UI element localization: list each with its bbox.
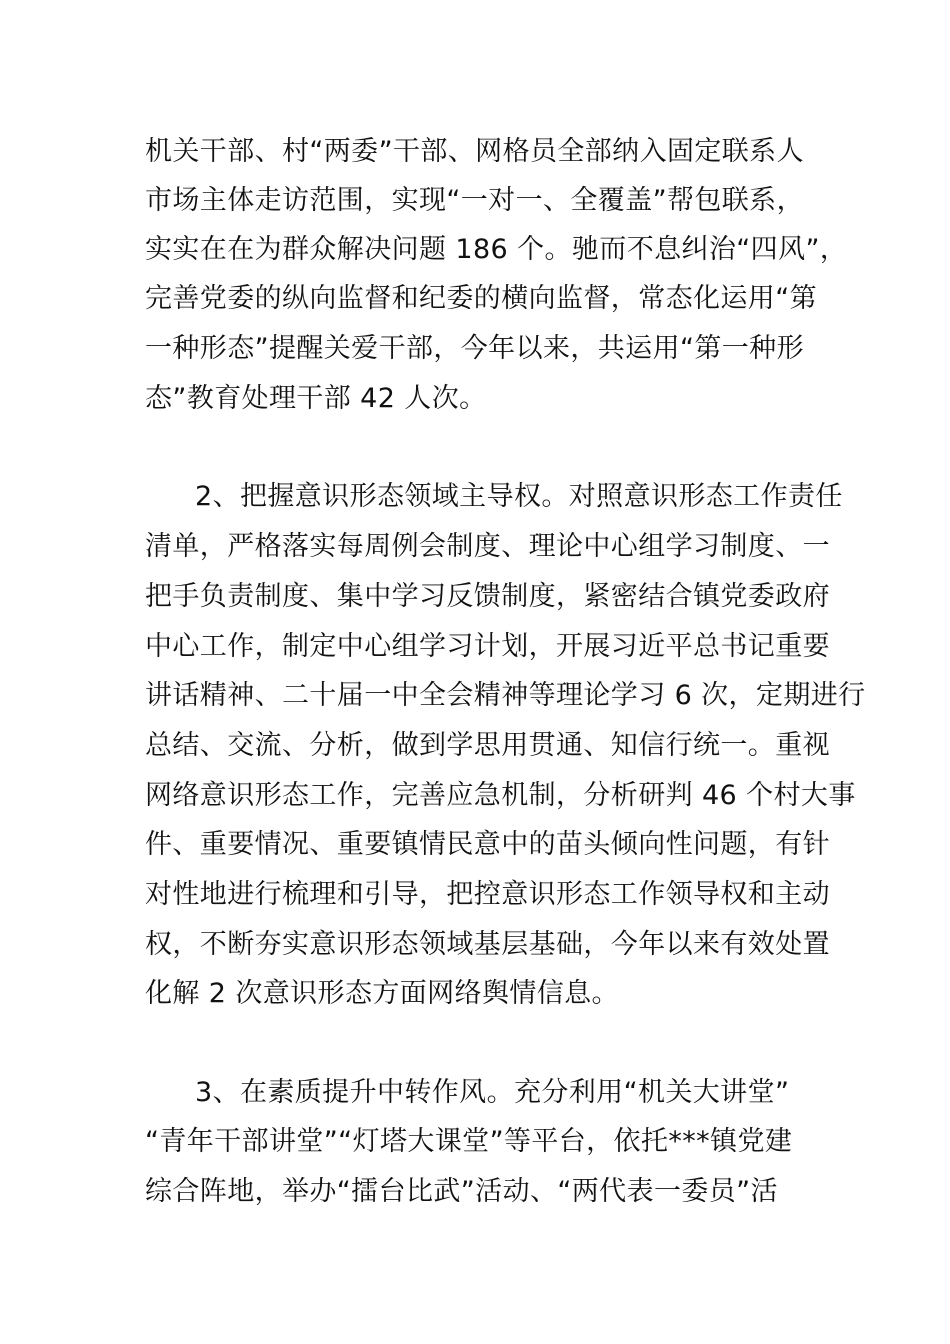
text-line: 讲话精神、二十届一中全会精神等理论学习 6 次，定期进行 xyxy=(145,680,866,711)
text-line: 对性地进行梳理和引导，把控意识形态工作领导权和主动 xyxy=(145,879,830,910)
text-line: 实实在在为群众解决问题 186 个。驰而不息纠治“四风”， xyxy=(145,234,848,265)
text-line: 综合阵地，举办“擂台比武”活动、“两代表一委员”活 xyxy=(145,1176,778,1207)
text-line: 把手负责制度、集中学习反馈制度，紧密结合镇党委政府 xyxy=(145,581,830,612)
text-line: 清单，严格落实每周例会制度、理论中心组学习制度、一 xyxy=(145,531,830,562)
text-line: 完善党委的纵向监督和纪委的横向监督，常态化运用“第 xyxy=(145,283,817,314)
text-line: 态”教育处理干部 42 人次。 xyxy=(145,383,487,414)
text-line: “青年干部讲堂”“灯塔大课堂”等平台，依托***镇党建 xyxy=(145,1126,793,1157)
text-line: 总结、交流、分析，做到学思用贯通、知信行统一。重视 xyxy=(145,730,830,761)
text-line: 机关干部、村“两委”干部、网格员全部纳入固定联系人 xyxy=(145,136,804,167)
paragraph-heading-line: 3、在素质提升中转作风。充分利用“机关大讲堂” xyxy=(195,1077,790,1108)
text-line: 市场主体走访范围，实现“一对一、全覆盖”帮包联系， xyxy=(145,185,804,216)
text-line: 一种形态”提醒关爱干部，今年以来，共运用“第一种形 xyxy=(145,333,804,364)
paragraph-heading-line: 2、把握意识形态领域主导权。对照意识形态工作责任 xyxy=(195,481,843,512)
text-line: 网络意识形态工作，完善应急机制，分析研判 46 个村大事 xyxy=(145,780,856,811)
text-line: 化解 2 次意识形态方面网络舆情信息。 xyxy=(145,978,619,1009)
text-line: 中心工作，制定中心组学习计划，开展习近平总书记重要 xyxy=(145,631,830,662)
text-line: 权，不断夯实意识形态领域基层基础，今年以来有效处置 xyxy=(145,929,830,960)
text-line: 件、重要情况、重要镇情民意中的苗头倾向性问题，有针 xyxy=(145,829,830,860)
